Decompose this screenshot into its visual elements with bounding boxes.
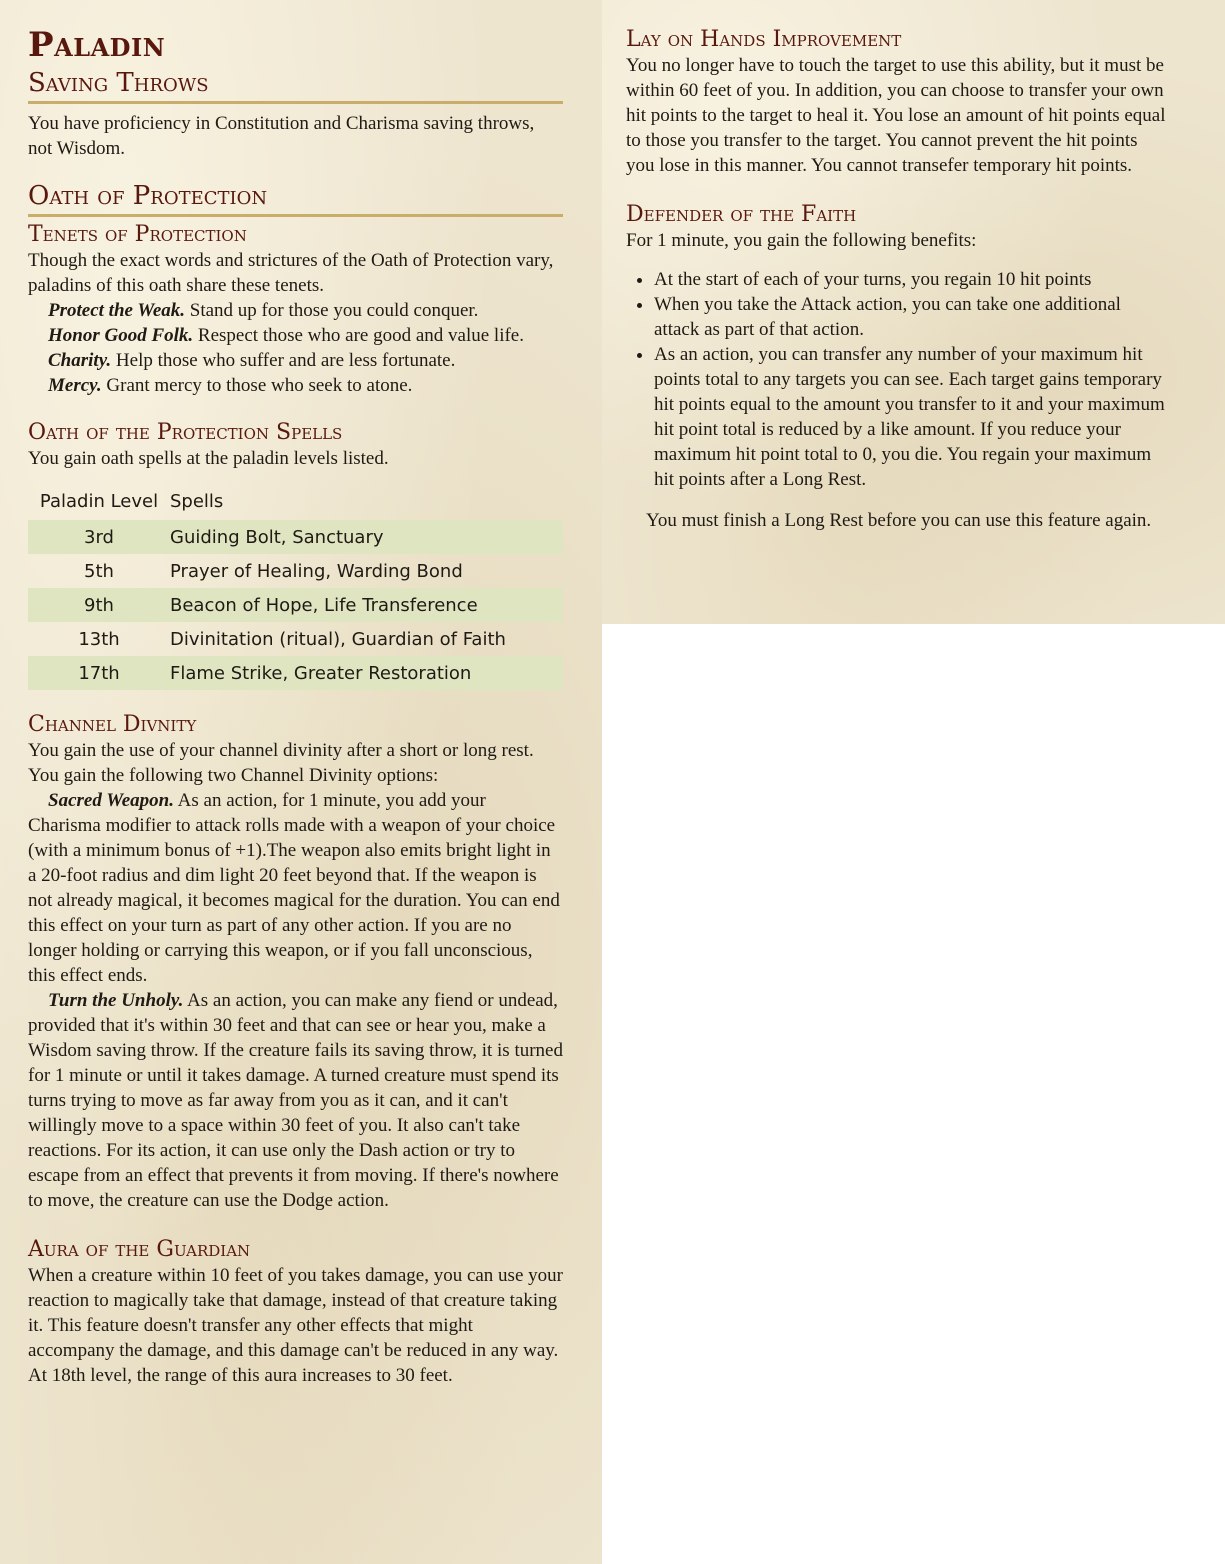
spells-heading: Oath of the Protection Spells (28, 420, 343, 445)
sacred-weapon-paragraph (28, 788, 563, 988)
column-header-spells: Spells (170, 491, 224, 512)
tenet-item (28, 323, 563, 348)
oath-heading: Oath of Protection (28, 181, 563, 217)
level-cell: 5th (84, 560, 114, 582)
table-row (28, 622, 563, 656)
table-row (28, 554, 563, 588)
spells-cell: Beacon of Hope, Life Transference (170, 588, 563, 622)
channel-divinity-intro: You gain the use of your channel divinity after a short or long rest. You gain the following two Channel Divinity options: (28, 740, 534, 786)
saving-throws-text: You have proficiency in Constitution and Charisma saving throws, not Wisdom. (28, 113, 535, 159)
page-title: Paladin (28, 25, 166, 65)
spells-cell: Prayer of Healing, Warding Bond (170, 560, 463, 582)
spells-cell: Divinitation (ritual), Guardian of Faith (170, 628, 506, 650)
channel-divinity-heading: Channel Divnity (28, 712, 197, 737)
level-cell: 13th (78, 628, 120, 650)
defender-intro: For 1 minute, you gain the following benefits: (626, 230, 977, 251)
sacred-weapon-name: Sacred Weapon. (48, 790, 174, 811)
right-column (626, 24, 1166, 533)
spells-cell: Guiding Bolt, Sanctuary (170, 520, 563, 554)
tenet-name: Mercy. (48, 375, 102, 396)
turn-unholy-paragraph (28, 988, 563, 1213)
list-item: • As an action, you can transfer any number of your maximum hit points total to any targets you can see. Each target gains temporary hit points equal to the amount you transfer to it and your maximum hit point total is reduced by a like amount. If you reduce your maximum hit point total to 0, you die. You regain your maximum hit points after a Long Rest. (654, 342, 1166, 492)
table-row (28, 656, 563, 690)
aura-text: When a creature within 10 feet of you takes damage, you can use your reaction to magically take that damage, instead of that creature taking it. This feature doesn't transfer any other effects that might accompany the damage, and this damage can't be reduced in any way. At 18th level, the range of this aura increases to 30 feet. (28, 1265, 563, 1386)
defender-heading: Defender of the Faith (626, 202, 857, 227)
tenets-intro: Though the exact words and strictures of the Oath of Protection vary, paladins of this oath share these tenets. (28, 250, 554, 296)
left-column (28, 24, 563, 1388)
list-item: • At the start of each of your turns, you regain 10 hit points (654, 267, 1166, 292)
tenet-text: Respect those who are good and value life. (193, 325, 524, 346)
sacred-weapon-text: As an action, for 1 minute, you add your Charisma modifier to attack rolls made with a weapon of your choice (with a minimum bonus of +1).The weapon also emits bright light in a 20-foot radius and dim light 20 feet beyond that. If the weapon is not already magical, it becomes magical for the duration. You can end this effect on your turn as part of any other action. If you are no longer holding or carrying this weapon, or if you fall unconscious, this effect ends. (28, 790, 560, 986)
oath-spells-table (28, 485, 563, 690)
tenet-name: Charity. (48, 350, 112, 371)
defender-outro: You must finish a Long Rest before you can use this feature again. (646, 510, 1152, 531)
turn-unholy-name: Turn the Unholy. (48, 990, 184, 1011)
level-cell: 9th (28, 588, 170, 622)
table-row (28, 588, 563, 622)
list-item: • When you take the Attack action, you can take one additional attack as part of that action. (654, 292, 1166, 342)
aura-heading: Aura of the Guardian (28, 1237, 251, 1262)
lay-on-hands-text: You no longer have to touch the target to use this ability, but it must be within 60 feet of you. In addition, you can choose to transfer your own hit points to the target to heal it. You lose an amount of hit points equal to those you transfer to the target. You cannot prevent the hit points you lose in this manner. You cannot transefer temporary hit points. (626, 55, 1166, 176)
tenet-item (28, 298, 563, 323)
table-row (28, 520, 563, 554)
spells-cell: Flame Strike, Greater Restoration (170, 656, 563, 690)
spells-intro: You gain oath spells at the paladin levels listed. (28, 448, 389, 469)
tenet-name: Protect the Weak. (48, 300, 186, 321)
turn-unholy-text: As an action, you can make any fiend or undead, provided that it's within 30 feet and that can see or hear you, make a Wisdom saving throw. If the creature fails its saving throw, it is turned for 1 minute or until it takes damage. A turned creature must spend its turns trying to move as far away from you as it can, and it can't willingly move to a space within 30 feet of you. It also can't take reactions. For its action, it can use only the Dash action or try to escape from an effect that prevents it from moving. If there's nowhere to move, the creature can use the Dodge action. (28, 990, 563, 1211)
level-cell: 17th (28, 656, 170, 690)
tenet-text: Stand up for those you could conquer. (185, 300, 479, 321)
benefits-list (626, 267, 1166, 492)
tenet-item (28, 348, 563, 373)
column-header-level: Paladin Level (39, 491, 159, 512)
tenet-text: Grant mercy to those who seek to atone. (101, 375, 413, 396)
tenet-name: Honor Good Folk. (48, 325, 194, 346)
saving-throws-heading: Saving Throws (28, 68, 563, 104)
tenet-text: Help those who suffer and are less fortunate. (111, 350, 456, 371)
tenet-item (28, 373, 563, 398)
table-header-row (28, 485, 563, 520)
level-cell: 3rd (28, 520, 170, 554)
lay-on-hands-heading: Lay on Hands Improvement (626, 27, 902, 52)
tenets-heading: Tenets of Protection (28, 222, 247, 247)
